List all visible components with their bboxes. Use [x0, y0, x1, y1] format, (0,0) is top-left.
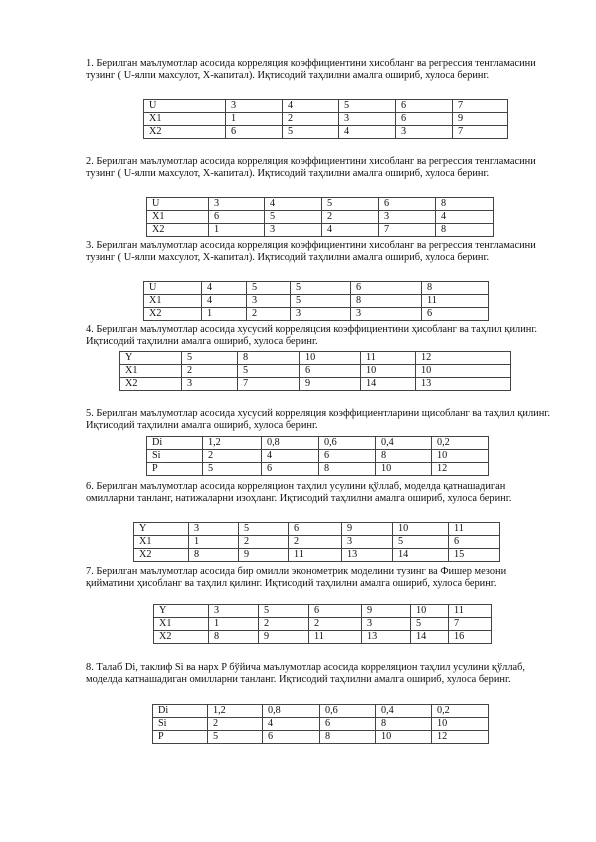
value-cell: 0,6: [320, 705, 376, 718]
data-table-7: [153, 604, 492, 644]
table-row: [120, 352, 511, 365]
value-cell: 1: [226, 113, 283, 126]
data-table-3: [143, 281, 489, 321]
value-cell: 10: [432, 450, 489, 463]
value-cell: 3: [291, 308, 351, 321]
task-text: 4. Берилган маълумотлар асосида хусусий корреляцсия коэффициентини ҳисобланг ва таҳлил қилинг. Иқтисодий таҳлилни амалга ошириб, хулоса беринг.: [86, 324, 538, 347]
task-text: 5. Берилган маълумотлар асосида хусусий корреляция коэффициентларини щисобланг ва таҳлил қилинг. Иқтисодий таҳлилни амалга ошириб, хулоса беринг.: [86, 408, 550, 431]
value-cell: 3: [182, 378, 238, 391]
value-cell: 1,2: [208, 705, 263, 718]
value-cell: 9: [342, 523, 393, 536]
value-cell: 4: [283, 100, 339, 113]
value-cell: 1,2: [203, 437, 262, 450]
task-text: 7. Берилган маълумотлар асосида бир омилли эконометрик моделини тузинг ва Фишер мезони қийматини ҳисобланг ва таҳлил қилинг. Иқтисодий таҳлилни амалга ошириб, хулоса беринг.: [86, 566, 507, 589]
value-cell: 5: [283, 126, 339, 139]
value-cell: 3: [247, 295, 291, 308]
value-cell: 11: [289, 549, 342, 562]
row-label-cell: X1: [144, 295, 202, 308]
value-cell: 10: [361, 365, 416, 378]
value-cell: 5: [291, 295, 351, 308]
value-cell: 4: [265, 198, 322, 211]
value-cell: 0,2: [432, 705, 489, 718]
data-table-6: [133, 522, 500, 562]
value-cell: 6: [379, 198, 436, 211]
value-cell: 14: [361, 378, 416, 391]
row-label-cell: X2: [134, 549, 189, 562]
value-cell: 10: [300, 352, 361, 365]
value-cell: 6: [422, 308, 489, 321]
value-cell: 3: [351, 308, 422, 321]
value-cell: 4: [436, 211, 494, 224]
row-label-cell: Si: [153, 718, 208, 731]
value-cell: 5: [322, 198, 379, 211]
task-text: 6. Берилган маълумотлар асосида корреляцион таҳлил усулини қўллаб, моделда қатнашадиган омилларни танланг, натижаларни изоҳланг. Иқтисодий таҳлилни амалга ошириб, хулоса беринг.: [86, 481, 512, 504]
row-label-cell: X1: [144, 113, 226, 126]
row-label-cell: Di: [153, 705, 208, 718]
value-cell: 8: [209, 631, 259, 644]
row-label-cell: U: [144, 282, 202, 295]
table-row: [144, 126, 508, 139]
task-text: 1. Берилган маълумотлар асосида корреляция коэффициентини хисобланг ва регрессия тенгламасини тузинг ( U-ялпи махсулот, X-капитал). Иқтисодий таҳлилни амалга ошириб, хулоса беринг.: [86, 58, 536, 81]
value-cell: 1: [202, 308, 247, 321]
value-cell: 1: [189, 536, 239, 549]
value-cell: 11: [361, 352, 416, 365]
value-cell: 12: [416, 352, 511, 365]
value-cell: 7: [238, 378, 300, 391]
value-cell: 11: [449, 523, 500, 536]
value-cell: 4: [322, 224, 379, 237]
data-table-1: [143, 99, 508, 139]
value-cell: 5: [411, 618, 449, 631]
table-row: [153, 731, 489, 744]
row-label-cell: Di: [147, 437, 203, 450]
value-cell: 8: [436, 224, 494, 237]
task-3: [86, 240, 556, 264]
value-cell: 6: [351, 282, 422, 295]
value-cell: 2: [283, 113, 339, 126]
value-cell: 7: [449, 618, 492, 631]
value-cell: 0,6: [319, 437, 376, 450]
row-label-cell: X1: [147, 211, 209, 224]
value-cell: 4: [202, 295, 247, 308]
value-cell: 5: [203, 463, 262, 476]
value-cell: 0,8: [262, 437, 319, 450]
value-cell: 10: [393, 523, 449, 536]
value-cell: 2: [239, 536, 289, 549]
table-row: [144, 113, 508, 126]
value-cell: 2: [289, 536, 342, 549]
value-cell: 3: [339, 113, 396, 126]
value-cell: 6: [319, 450, 376, 463]
row-label-cell: X2: [144, 308, 202, 321]
task-text: 8. Талаб Di, таклиф Si ва нарх P бўйича маълумотлар асосида корреляцион таҳлил усулини қўллаб, моделда катнашадиган омилларни танланг. Иқтисодий таҳлилни амалга ошириб, хулоса беринг.: [86, 662, 526, 685]
table-row: [153, 718, 489, 731]
row-label-cell: Y: [134, 523, 189, 536]
value-cell: 6: [209, 211, 265, 224]
value-cell: 6: [309, 605, 362, 618]
value-cell: 12: [432, 463, 489, 476]
value-cell: 2: [182, 365, 238, 378]
value-cell: 3: [362, 618, 411, 631]
table-row: [120, 378, 511, 391]
task-text: 3. Берилган маълумотлар асосида корреляция коэффициентини хисобланг ва регрессия тенгламасини тузинг ( U-ялпи махсулот, X-капитал). Иқтисодий таҳлилни амалга ошириб, хулоса беринг.: [86, 240, 536, 263]
value-cell: 0,4: [376, 437, 432, 450]
row-label-cell: X1: [134, 536, 189, 549]
value-cell: 6: [289, 523, 342, 536]
row-label-cell: P: [147, 463, 203, 476]
row-label-cell: U: [144, 100, 226, 113]
value-cell: 6: [263, 731, 320, 744]
task-4: [86, 324, 556, 348]
task-7: [86, 566, 556, 590]
value-cell: 8: [238, 352, 300, 365]
value-cell: 2: [259, 618, 309, 631]
value-cell: 6: [262, 463, 319, 476]
value-cell: 8: [436, 198, 494, 211]
task-2: [86, 156, 556, 180]
value-cell: 13: [342, 549, 393, 562]
value-cell: 4: [263, 718, 320, 731]
task-1: [86, 58, 556, 82]
value-cell: 7: [453, 126, 508, 139]
value-cell: 15: [449, 549, 500, 562]
value-cell: 5: [393, 536, 449, 549]
value-cell: 5: [339, 100, 396, 113]
value-cell: 5: [182, 352, 238, 365]
table-row: [134, 523, 500, 536]
value-cell: 4: [202, 282, 247, 295]
value-cell: 6: [226, 126, 283, 139]
value-cell: 3: [189, 523, 239, 536]
value-cell: 9: [300, 378, 361, 391]
value-cell: 6: [449, 536, 500, 549]
value-cell: 0,8: [263, 705, 320, 718]
value-cell: 11: [309, 631, 362, 644]
value-cell: 0,2: [432, 437, 489, 450]
row-label-cell: X1: [120, 365, 182, 378]
task-6: [86, 481, 556, 505]
value-cell: 2: [322, 211, 379, 224]
value-cell: 6: [300, 365, 361, 378]
value-cell: 4: [339, 126, 396, 139]
value-cell: 3: [342, 536, 393, 549]
data-table-5: [146, 436, 489, 476]
value-cell: 1: [209, 618, 259, 631]
row-label-cell: Y: [120, 352, 182, 365]
value-cell: 10: [411, 605, 449, 618]
value-cell: 16: [449, 631, 492, 644]
table-row: [144, 282, 489, 295]
value-cell: 5: [238, 365, 300, 378]
data-table-4: [119, 351, 511, 391]
value-cell: 8: [351, 295, 422, 308]
task-5: [86, 408, 556, 432]
table-row: [144, 308, 489, 321]
value-cell: 4: [262, 450, 319, 463]
table-row: [153, 705, 489, 718]
data-table-2: [146, 197, 494, 237]
value-cell: 13: [362, 631, 411, 644]
value-cell: 6: [396, 113, 453, 126]
value-cell: 5: [291, 282, 351, 295]
row-label-cell: X2: [154, 631, 209, 644]
table-row: [154, 605, 492, 618]
value-cell: 3: [379, 211, 436, 224]
value-cell: 3: [209, 605, 259, 618]
value-cell: 8: [189, 549, 239, 562]
table-row: [134, 536, 500, 549]
data-table-8: [152, 704, 489, 744]
value-cell: 5: [265, 211, 322, 224]
value-cell: 5: [239, 523, 289, 536]
value-cell: 8: [320, 731, 376, 744]
table-row: [134, 549, 500, 562]
value-cell: 10: [376, 463, 432, 476]
value-cell: 2: [247, 308, 291, 321]
value-cell: 3: [226, 100, 283, 113]
value-cell: 7: [379, 224, 436, 237]
value-cell: 7: [453, 100, 508, 113]
value-cell: 6: [320, 718, 376, 731]
table-row: [147, 211, 494, 224]
row-label-cell: U: [147, 198, 209, 211]
table-row: [147, 224, 494, 237]
table-row: [147, 450, 489, 463]
value-cell: 14: [393, 549, 449, 562]
task-text: 2. Берилган маълумотлар асосида корреляция коэффициентини хисобланг ва регрессия тенгламасини тузинг ( U-ялпи махсулот, X-капитал). Иқтисодий таҳлилни амалга ошириб, хулоса беринг.: [86, 156, 536, 179]
value-cell: 14: [411, 631, 449, 644]
table-row: [144, 100, 508, 113]
value-cell: 3: [265, 224, 322, 237]
table-row: [120, 365, 511, 378]
row-label-cell: X1: [154, 618, 209, 631]
value-cell: 9: [453, 113, 508, 126]
value-cell: 8: [376, 450, 432, 463]
value-cell: 9: [259, 631, 309, 644]
value-cell: 6: [396, 100, 453, 113]
table-row: [147, 463, 489, 476]
value-cell: 8: [376, 718, 432, 731]
value-cell: 13: [416, 378, 511, 391]
row-label-cell: P: [153, 731, 208, 744]
table-row: [144, 295, 489, 308]
row-label-cell: Si: [147, 450, 203, 463]
value-cell: 5: [247, 282, 291, 295]
value-cell: 1: [209, 224, 265, 237]
value-cell: 0,4: [376, 705, 432, 718]
table-row: [147, 198, 494, 211]
row-label-cell: Y: [154, 605, 209, 618]
table-row: [154, 618, 492, 631]
value-cell: 9: [239, 549, 289, 562]
row-label-cell: X2: [147, 224, 209, 237]
value-cell: 2: [203, 450, 262, 463]
value-cell: 10: [416, 365, 511, 378]
value-cell: 10: [432, 718, 489, 731]
value-cell: 10: [376, 731, 432, 744]
row-label-cell: X2: [120, 378, 182, 391]
value-cell: 8: [422, 282, 489, 295]
row-label-cell: X2: [144, 126, 226, 139]
value-cell: 9: [362, 605, 411, 618]
task-8: [86, 662, 556, 686]
table-row: [154, 631, 492, 644]
value-cell: 5: [259, 605, 309, 618]
value-cell: 3: [396, 126, 453, 139]
table-row: [147, 437, 489, 450]
value-cell: 11: [449, 605, 492, 618]
value-cell: 3: [209, 198, 265, 211]
value-cell: 2: [309, 618, 362, 631]
value-cell: 8: [319, 463, 376, 476]
value-cell: 2: [208, 718, 263, 731]
value-cell: 11: [422, 295, 489, 308]
value-cell: 5: [208, 731, 263, 744]
value-cell: 12: [432, 731, 489, 744]
